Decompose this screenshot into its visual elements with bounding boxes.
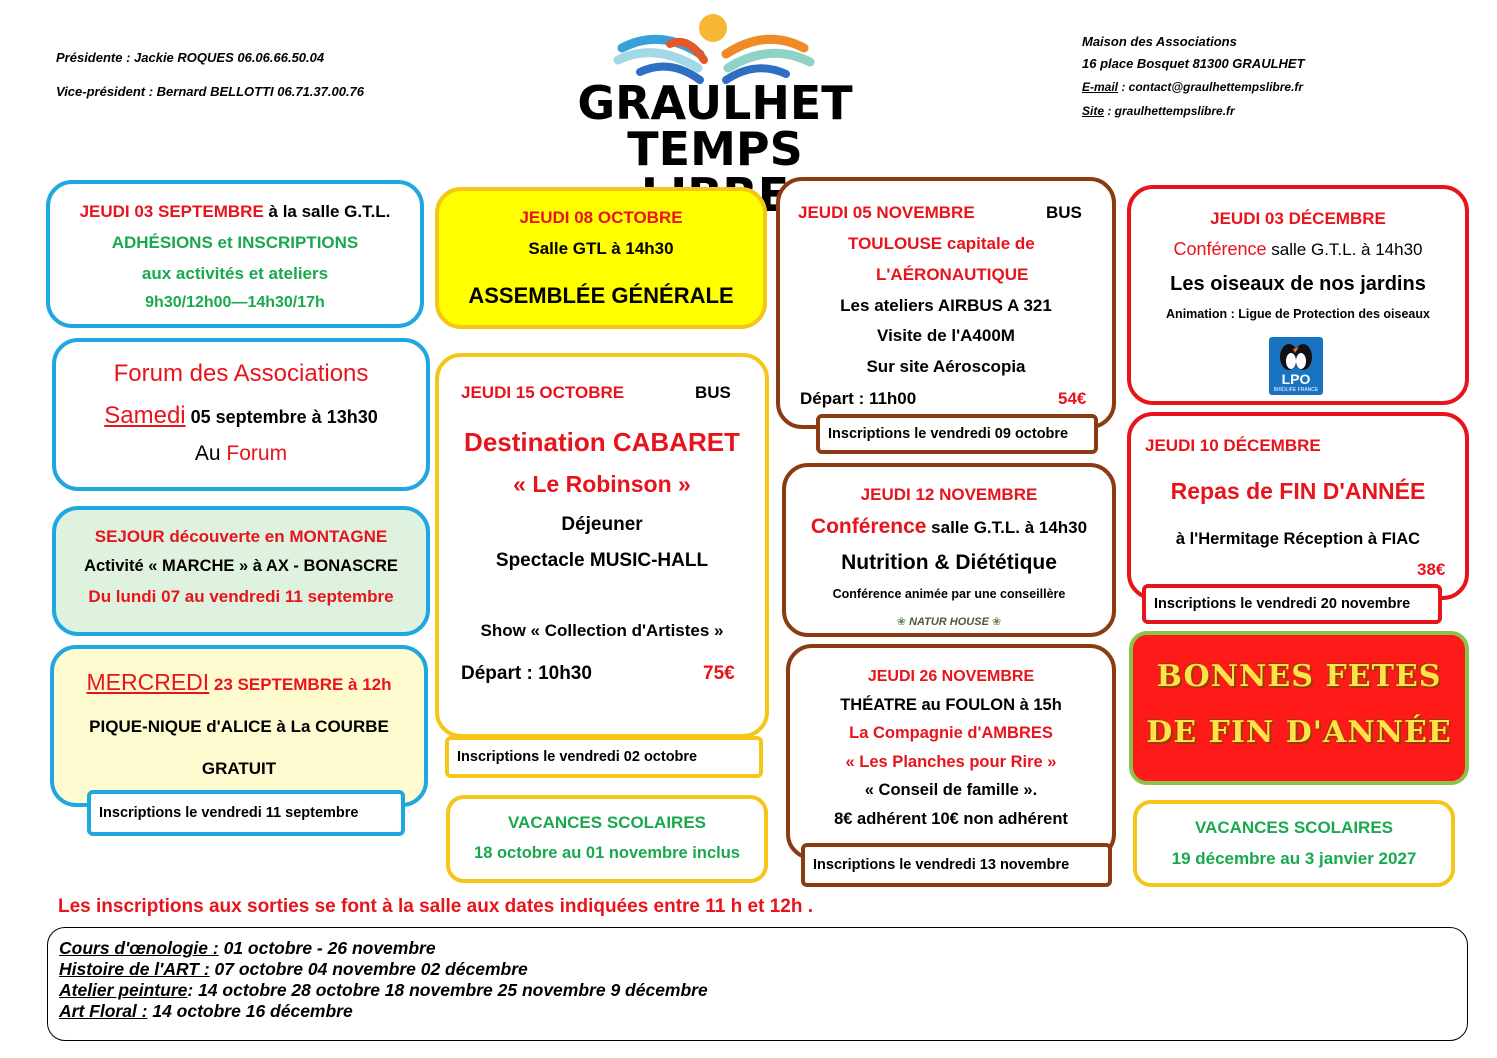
- event-nov05-line2: TOULOUSE capitale de: [848, 234, 1035, 253]
- event-nov05-line6: Sur site Aéroscopia: [866, 357, 1026, 376]
- event-sept23-date: 23 SEPTEMBRE à 12h: [209, 675, 392, 694]
- event-oct15-line3: « Le Robinson »: [513, 471, 691, 497]
- event-oct15-line5: Spectacle MUSIC-HALL: [495, 550, 709, 571]
- event-sept23-line3: GRATUIT: [201, 759, 277, 778]
- vacances-dec-line2: 19 décembre au 3 janvier 2027: [1171, 849, 1417, 868]
- event-oct15-line2: Destination CABARET: [464, 427, 740, 457]
- lpo-logo: [1269, 337, 1323, 395]
- lpo-logo-sub: BIRDLIFE FRANCE: [1273, 387, 1319, 393]
- event-nov26-line5: « Conseil de famille ».: [864, 781, 1038, 799]
- vacances-oct-line1: VACANCES SCOLAIRES: [507, 813, 707, 832]
- vice-president-line: Vice-président : Bernard BELLOTTI 06.71.37.00.76: [56, 84, 365, 99]
- atelier-dates: 07 octobre 04 novembre 02 décembre: [209, 959, 528, 979]
- email-line: [1082, 80, 1303, 94]
- event-oct08-line3: ASSEMBLÉE GÉNÉRALE: [468, 283, 734, 308]
- event-sept23-line2: PIQUE-NIQUE d'ALICE à La COURBE: [89, 717, 389, 736]
- event-oct15-inscription: Inscriptions le vendredi 02 octobre: [445, 736, 763, 778]
- atelier-label: Histoire de l'ART :: [59, 959, 210, 979]
- event-oct08-card: [435, 187, 767, 329]
- site-value[interactable]: : graulhettempslibre.fr: [1104, 104, 1235, 118]
- event-sept03-date: JEUDI 03 SEPTEMBRE: [79, 202, 264, 221]
- event-nov26-line6: 8€ adhérent 10€ non adhérent: [834, 810, 1068, 828]
- event-nov26-line2: THÉATRE au FOULON à 15h: [840, 696, 1062, 714]
- atelier-row: [59, 959, 708, 980]
- event-nov26-line3: La Compagnie d'AMBRES: [849, 724, 1053, 742]
- vacances-oct-card: [446, 795, 768, 883]
- event-dec03-conf: Conférence: [1173, 239, 1267, 259]
- atelier-dates: 01 octobre - 26 novembre: [218, 938, 436, 958]
- atelier-label: Art Floral :: [59, 1001, 148, 1021]
- event-sejour-line2: Activité « MARCHE » à AX - BONASCRE: [84, 557, 398, 575]
- bonnes-fetes-line1: BONNES FETES: [1156, 659, 1442, 694]
- event-oct15-line4: Déjeuner: [561, 514, 643, 535]
- event-oct15-line6: Show « Collection d'Artistes »: [480, 621, 724, 640]
- event-forum-at: Au: [194, 442, 227, 465]
- email-value[interactable]: : contact@graulhettempslibre.fr: [1118, 80, 1304, 94]
- event-sejour-card: [52, 506, 430, 636]
- inscriptions-notice: Les inscriptions aux sorties se font à la salle aux dates indiquées entre 11 h et 12h .: [58, 896, 813, 917]
- event-dec10-line3: à l'Hermitage Réception à FIAC: [1175, 530, 1421, 548]
- atelier-dates: : 14 octobre 28 octobre 18 novembre 25 novembre 9 décembre: [187, 980, 708, 1000]
- event-forum-card: [52, 338, 430, 491]
- event-nov12-card: [782, 463, 1116, 637]
- email-label: E-mail: [1082, 80, 1119, 94]
- address-line1: Maison des Associations: [1082, 34, 1237, 49]
- event-dec10-price: 38€: [1417, 560, 1446, 579]
- event-sept03-line2: ADHÉSIONS et INSCRIPTIONS: [111, 233, 359, 252]
- event-sept03-line3: aux activités et ateliers: [141, 264, 329, 283]
- event-dec10-line2: Repas de FIN D'ANNÉE: [1170, 478, 1426, 504]
- site-label: Site: [1082, 104, 1105, 118]
- atelier-row: [59, 1001, 708, 1022]
- event-nov26-inscription: Inscriptions le vendredi 13 novembre: [801, 843, 1112, 887]
- ateliers-box: [47, 927, 1468, 1041]
- event-forum-title: Forum des Associations: [113, 360, 369, 387]
- event-sept23-line1: [54, 669, 424, 696]
- event-forum-date: 05 septembre à 13h30: [185, 407, 378, 427]
- president-line: Présidente : Jackie ROQUES 06.06.66.50.04: [56, 50, 325, 65]
- event-sept03-line4: 9h30/12h00—14h30/17h: [145, 294, 325, 311]
- event-dec10-card: [1127, 412, 1469, 600]
- event-dec03-line4: Animation : Ligue de Protection des oiseaux: [1166, 307, 1430, 321]
- event-nov05-line5: Visite de l'A400M: [877, 326, 1015, 345]
- event-oct15-depart: Départ : 10h30: [461, 663, 592, 684]
- event-nov12-line3: Nutrition & Diététique: [841, 551, 1057, 574]
- event-dec03-line3: Les oiseaux de nos jardins: [1170, 273, 1426, 295]
- event-nov05-line4: Les ateliers AIRBUS A 321: [840, 296, 1052, 315]
- event-nov12-date: JEUDI 12 NOVEMBRE: [860, 485, 1038, 504]
- event-nov05-card: [776, 177, 1116, 429]
- event-nov26-card: [786, 644, 1116, 860]
- event-sept23-card: [50, 645, 428, 807]
- logo-title-line1: GRAULHET: [577, 76, 853, 130]
- event-sejour-line1: SEJOUR découverte en MONTAGNE: [94, 527, 388, 546]
- event-oct15-bus: BUS: [695, 383, 731, 402]
- event-dec03-place: salle G.T.L. à 14h30: [1266, 240, 1423, 259]
- event-dec03-card: [1127, 185, 1469, 405]
- event-nov12-line4: Conférence animée par une conseillère: [832, 587, 1066, 601]
- bonnes-fetes-line2: DE FIN D'ANNÉE: [1146, 715, 1452, 750]
- event-sept03-place: à la salle G.T.L.: [263, 202, 391, 221]
- naturhouse-logo: ❀ NATUR HOUSE ❀: [896, 616, 1002, 628]
- event-nov05-bus: BUS: [1046, 203, 1082, 222]
- event-nov05-inscription: Inscriptions le vendredi 09 octobre: [816, 414, 1098, 454]
- event-oct15-date: JEUDI 15 OCTOBRE: [461, 383, 625, 402]
- address-line2: 16 place Bosquet 81300 GRAULHET: [1082, 56, 1305, 71]
- event-sept03-line1: [50, 202, 420, 222]
- site-line: [1082, 104, 1235, 118]
- atelier-row: [59, 980, 708, 1001]
- event-oct15-price: 75€: [703, 663, 735, 684]
- naturhouse-logo-text: NATUR HOUSE: [909, 616, 989, 628]
- event-sept23-day: MERCREDI: [86, 669, 210, 695]
- event-dec03-date: JEUDI 03 DÉCEMBRE: [1210, 209, 1386, 228]
- event-dec03-line2: [1131, 239, 1465, 260]
- event-oct15-card: [435, 353, 769, 738]
- atelier-dates: 14 octobre 16 décembre: [147, 1001, 353, 1021]
- event-oct08-line2: Salle GTL à 14h30: [528, 239, 674, 258]
- event-forum-line2: [56, 402, 426, 430]
- event-nov05-depart: Départ : 11h00: [800, 389, 917, 408]
- event-nov05-price: 54€: [1058, 389, 1087, 408]
- lpo-logo-text: LPO: [1281, 371, 1311, 387]
- event-nov12-line2: [786, 515, 1112, 539]
- event-sept03-card: [46, 180, 424, 328]
- logo-title-line2: TEMPS: [627, 122, 803, 176]
- event-forum-day: Samedi: [104, 402, 186, 429]
- ateliers-list: [59, 938, 708, 1022]
- bonnes-fetes-card: [1129, 631, 1469, 785]
- atelier-row: [59, 938, 708, 959]
- vacances-oct-line2: 18 octobre au 01 novembre inclus: [474, 844, 740, 862]
- event-oct08-date: JEUDI 08 OCTOBRE: [519, 208, 683, 227]
- atelier-label: Atelier peinture: [59, 980, 188, 1000]
- event-dec10-date: JEUDI 10 DÉCEMBRE: [1145, 436, 1321, 455]
- event-nov05-date: JEUDI 05 NOVEMBRE: [798, 203, 975, 222]
- event-sept23-inscription: Inscriptions le vendredi 11 septembre: [87, 790, 405, 836]
- event-nov12-place: salle G.T.L. à 14h30: [926, 518, 1088, 537]
- atelier-label: Cours d'œnologie :: [59, 938, 219, 958]
- event-sejour-line3: Du lundi 07 au vendredi 11 septembre: [88, 587, 394, 606]
- event-nov12-conf: Conférence: [810, 515, 927, 538]
- event-forum-place: Forum: [226, 442, 288, 465]
- puffin-icon: [1269, 337, 1323, 373]
- event-nov26-date: JEUDI 26 NOVEMBRE: [867, 668, 1035, 685]
- event-forum-line3: [56, 442, 426, 466]
- vacances-dec-line1: VACANCES SCOLAIRES: [1194, 818, 1394, 837]
- event-nov05-line3: L'AÉRONAUTIQUE: [876, 265, 1029, 284]
- event-dec10-inscription: Inscriptions le vendredi 20 novembre: [1142, 584, 1442, 624]
- vacances-dec-card: [1133, 800, 1455, 887]
- event-nov26-line4: « Les Planches pour Rire »: [845, 753, 1057, 771]
